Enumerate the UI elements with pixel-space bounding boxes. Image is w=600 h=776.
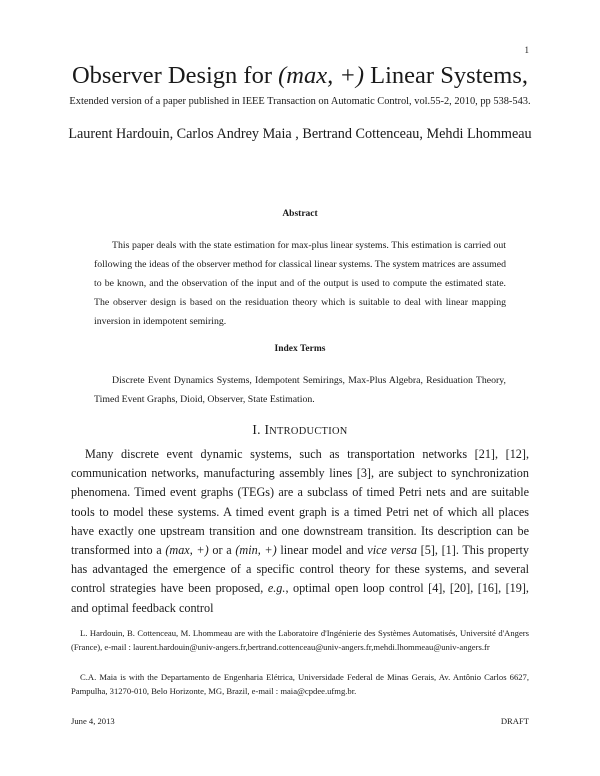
intro-math-maxplus: (max, +): [165, 543, 209, 558]
intro-paragraph: [71, 445, 529, 618]
intro-vice-versa: vice versa: [367, 543, 417, 558]
section-number: I.: [252, 422, 265, 437]
section-title-rest: NTRODUCTION: [269, 426, 348, 437]
author-list: Laurent Hardouin, Carlos Andrey Maia , Bertrand Cottenceau, Mehdi Lhommeau: [68, 126, 532, 142]
section-heading: [0, 422, 600, 438]
footnote-affiliation-1: L. Hardouin, B. Cottenceau, M. Lhommeau are with the Laboratoire d'Ingénierie des Systèmes Automatisés, Université d'Angers (France), e-mail : laurent.hardouin@univ-angers.fr,bertrand.cottenceau@univ-angers.fr,mehdi.lhommeau@univ-angers.fr: [71, 628, 529, 652]
title-math: (max, +): [278, 62, 365, 89]
paper-subtitle: Extended version of a paper published in IEEE Transaction on Automatic Control, vol.55-2, 2010, pp 538-543.: [69, 96, 531, 107]
title-suffix: Linear Systems,: [364, 62, 529, 89]
intro-text-3: linear model and: [276, 543, 368, 558]
intro-math-minplus: (min, +): [235, 543, 277, 558]
intro-text-2: or a: [208, 543, 236, 558]
abstract-text: This paper deals with the state estimation for max-plus linear systems. This estimation is carried out following the ideas of the observer method for classical linear systems. The system matrices are assumed to be known, and the observation of the input and of the output is used to compute the estimated state. The observer design is based on the residuation theory which is suitable to deal with linear mapping inversion in idempotent semiring.: [94, 240, 506, 327]
paper-title: [0, 62, 600, 90]
page-number: 1: [524, 45, 529, 55]
title-prefix: Observer Design for: [71, 62, 279, 89]
footnote-affiliation-2: C.A. Maia is with the Departamento de Engenharia Elétrica, Universidade Federal de Minas Gerais, Av. Antônio Carlos 6627, Pampulha, 31270-010, Belo Horizonte, MG, Brazil, e-mail : maia@cpdee.ufmg.br.: [71, 672, 529, 696]
intro-text-5: , optimal open loop control [4], [20], [16], [19], and optimal feedback control: [71, 581, 529, 615]
section-initial: I: [264, 422, 270, 437]
footer-status: DRAFT: [500, 716, 529, 726]
intro-text-4: [5], [1]. This property has advantaged the emergence of a specific control theory for these systems, and several control strategies have been proposed,: [71, 543, 529, 596]
intro-text-1: Many discrete event dynamic systems, such as transportation networks [21], [12], communication networks, manufacturing assembly lines [3], are subject to synchronization phenomena. Timed event graphs (TEGs) are a subclass of timed Petri nets and are suitable tools to model these systems. A timed event graph is a timed Petri net of which all places have exactly one upstream transition and one downstream transition. Its description can be transformed into a: [71, 447, 529, 558]
index-terms-text: Discrete Event Dynamics Systems, Idempotent Semirings, Max-Plus Algebra, Residuation Theory, Timed Event Graphs, Dioid, Observer, State Estimation.: [94, 375, 506, 405]
intro-eg: e.g.: [267, 581, 286, 596]
index-terms-heading: Index Terms: [274, 344, 326, 354]
footer-date: June 4, 2013: [71, 716, 115, 726]
abstract-heading: Abstract: [282, 209, 318, 219]
